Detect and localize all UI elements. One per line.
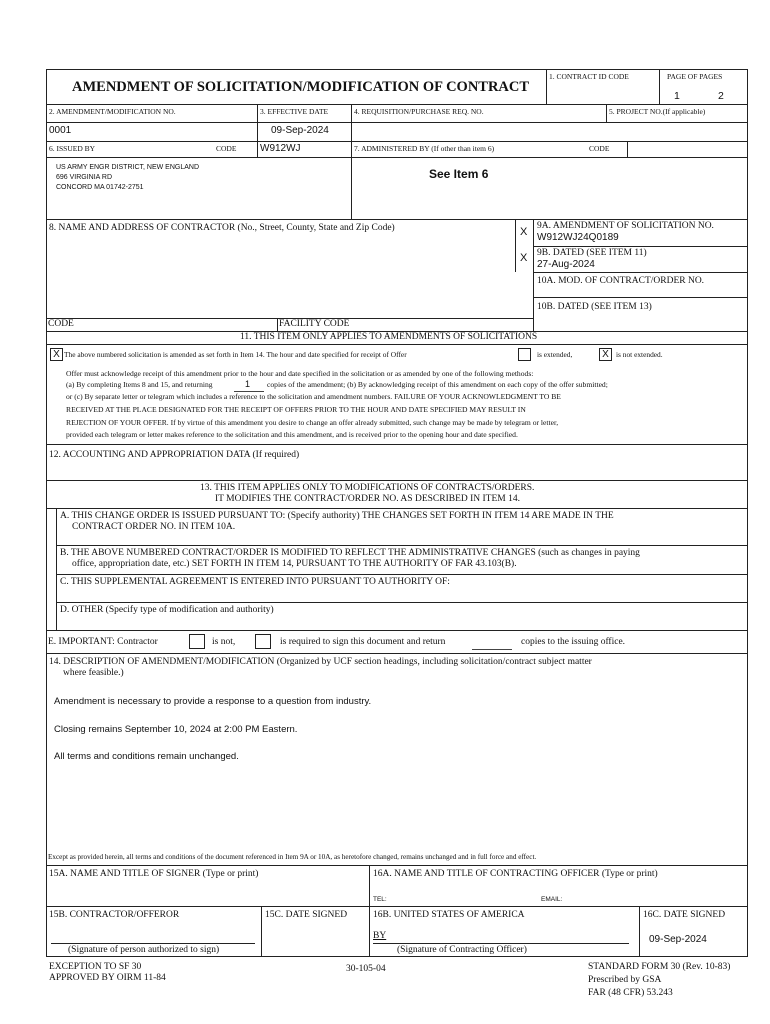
item-11-header: 11. THIS ITEM ONLY APPLIES TO AMENDMENTS OF SOLICITATIONS (240, 332, 538, 342)
contractor-signature-caption: (Signature of person authorized to sign) (68, 945, 220, 955)
item-10a-label: 10A. MOD. OF CONTRACT/ORDER NO. (537, 276, 705, 286)
issuer-address-line1: US ARMY ENGR DISTRICT, NEW ENGLAND (56, 164, 200, 171)
approved-text: APPROVED BY OIRM 11-84 (49, 973, 166, 983)
extended-checkbox[interactable] (518, 348, 531, 361)
effective-date: 09-Sep-2024 (271, 125, 329, 136)
item-9b-label: 9B. DATED (SEE ITEM 11) (537, 248, 647, 258)
item-9b-value: 27-Aug-2024 (537, 259, 595, 270)
is-not-extended-label: is not extended. (616, 350, 663, 359)
not-extended-checkbox[interactable]: X (599, 348, 612, 361)
issued-by-code-box (257, 141, 351, 157)
far-text: FAR (48 CFR) 53.243 (588, 988, 673, 998)
item-16a-label: 16A. NAME AND TITLE OF CONTRACTING OFFICER (Type or print) (373, 869, 658, 879)
contracting-officer-signature-line[interactable] (373, 943, 629, 944)
administered-by-see-item: See Item 6 (429, 167, 489, 181)
item-14-label-line1: 14. DESCRIPTION OF AMENDMENT/MODIFICATION (Organized by UCF section headings, including solicitation/contract subject matter (49, 657, 592, 667)
item-13b-line2: office, appropriation date, etc.) SET FORTH IN ITEM 14, PURSUANT TO THE AUTHORITY OF FAR 43.103(B). (72, 559, 517, 569)
is-required-label: is required to sign this document and return (280, 637, 446, 647)
issued-by-code-label: CODE (216, 144, 237, 153)
is-not-checkbox[interactable] (189, 634, 205, 649)
requisition-no-label: 4. REQUISITION/PURCHASE REQ. NO. (354, 107, 484, 116)
contract-id-code-label: 1. CONTRACT ID CODE (549, 72, 629, 81)
item-15a-label: 15A. NAME AND TITLE OF SIGNER (Type or print) (49, 869, 259, 879)
form-title: AMENDMENT OF SOLICITATION/MODIFICATION OF CONTRACT (72, 79, 530, 95)
item-9b-check[interactable]: X (520, 252, 528, 264)
exception-text: EXCEPTION TO SF 30 (49, 962, 142, 972)
facility-code-label: FACILITY CODE (279, 319, 350, 329)
item-13-header-line1: 13. THIS ITEM APPLIES ONLY TO MODIFICATIONS OF CONTRACTS/ORDERS. (200, 483, 535, 493)
item-14-label-line2: where feasible.) (63, 668, 124, 678)
description-paragraph-2: Closing remains September 10, 2024 at 2:00 PM Eastern. (54, 724, 298, 735)
issued-by-label: 6. ISSUED BY (49, 144, 96, 153)
total-pages: 2 (718, 90, 724, 102)
contractor-name-address-label: 8. NAME AND ADDRESS OF CONTRACTOR (No., Street, County, State and Zip Code) (49, 223, 395, 233)
item-16b-label: 16B. UNITED STATES OF AMERICA (373, 910, 525, 920)
copies-to-issuing-office: copies to the issuing office. (521, 637, 626, 647)
description-paragraph-3: All terms and conditions remain unchanged. (54, 751, 239, 762)
item-13-header-line2: IT MODIFIES THE CONTRACT/ORDER NO. AS DESCRIBED IN ITEM 14. (215, 494, 520, 504)
page-of-pages-label: PAGE OF PAGES (667, 72, 723, 81)
page-number: 1 (674, 90, 680, 102)
is-not-label: is not, (212, 637, 236, 647)
officer-signature-caption: (Signature of Contracting Officer) (397, 945, 527, 955)
item-11-line2a: (a) By completing Items 8 and 15, and returning (66, 380, 213, 389)
item-12-label: 12. ACCOUNTING AND APPROPRIATION DATA (If required) (49, 450, 300, 460)
item-16c-label: 16C. DATE SIGNED (643, 910, 726, 920)
amendment-no-label: 2. AMENDMENT/MODIFICATION NO. (49, 107, 176, 116)
standard-form-text: STANDARD FORM 30 (Rev. 10-83) (588, 962, 731, 972)
contractor-signature-line[interactable] (51, 943, 255, 944)
by-label: BY (373, 931, 387, 941)
item-13c: C. THIS SUPPLEMENTAL AGREEMENT IS ENTERED INTO PURSUANT TO AUTHORITY OF: (60, 577, 450, 587)
copies-count[interactable]: 1 (245, 379, 251, 389)
item-11-line4: RECEIVED AT THE PLACE DESIGNATED FOR THE RECEIPT OF OFFERS PRIOR TO THE HOUR AND DATE SPECIFIED MAY RESULT IN (66, 405, 526, 414)
item-15b-label: 15B. CONTRACTOR/OFFEROR (49, 910, 180, 920)
item-11-line1: Offer must acknowledge receipt of this amendment prior to the hour and date specified in the solicitation or as amended by one of the following methods: (66, 369, 534, 378)
amended-checkbox[interactable]: X (50, 348, 63, 361)
item-13a-line2: CONTRACT ORDER NO. IN ITEM 10A. (72, 522, 236, 532)
item-14-footer-text: Except as provided herein, all terms and conditions of the document referenced in Item 9A or 10A, as heretofore changed, remains unchanged and in full force and effect. (48, 853, 537, 861)
issuer-address-line3: CONCORD MA 01742-2751 (56, 184, 144, 191)
is-required-checkbox[interactable] (255, 634, 271, 649)
form-number: 30-105-04 (346, 964, 386, 974)
effective-date-label: 3. EFFECTIVE DATE (260, 107, 329, 116)
item-11-line2b: copies of the amendment; (b) By acknowledging receipt of this amendment on each copy of the offer submitted; (267, 380, 608, 389)
item-13a-line1: A. THIS CHANGE ORDER IS ISSUED PURSUANT TO: (Specify authority) THE CHANGES SET FORTH IN ITEM 14 ARE MADE IN THE (60, 511, 614, 521)
item-11-line5: REJECTION OF YOUR OFFER. If by virtue of this amendment you desire to change an offer already submitted, such change may be made by telegram or letter, (66, 418, 559, 427)
project-no-label: 5. PROJECT NO.(If applicable) (609, 107, 706, 116)
item-10b-label: 10B. DATED (SEE ITEM 13) (537, 302, 652, 312)
issued-by-code: W912WJ (260, 143, 301, 154)
contractor-code-label: CODE (48, 319, 74, 329)
item-9a-value: W912WJ24Q0189 (537, 232, 619, 243)
item-9a-check[interactable]: X (520, 226, 528, 238)
description-paragraph-1: Amendment is necessary to provide a response to a question from industry. (54, 696, 372, 707)
copies-return-field[interactable] (472, 649, 512, 650)
email-label: EMAIL: (541, 896, 563, 903)
important-label: E. IMPORTANT: Contractor (48, 637, 158, 647)
item-13d: D. OTHER (Specify type of modification and authority) (60, 605, 274, 615)
administered-by-label: 7. ADMINISTERED BY (If other than item 6) (354, 144, 495, 153)
item-13b-line1: B. THE ABOVE NUMBERED CONTRACT/ORDER IS MODIFIED TO REFLECT THE ADMINISTRATIVE CHANGES (such as changes in paying (60, 548, 640, 558)
item-9a-label: 9A. AMENDMENT OF SOLICITATION NO. (537, 221, 714, 231)
date-signed-16c: 09-Sep-2024 (649, 934, 707, 945)
tel-label: TEL: (373, 896, 387, 903)
prescribed-text: Prescribed by GSA (588, 975, 662, 985)
item-11-line3: or (c) By separate letter or telegram which includes a reference to the solicitation and amendment numbers. FAILURE OF YOUR ACKNOWLEDGMENT TO BE (66, 392, 561, 401)
amendment-no: 0001 (49, 125, 72, 136)
item-15c-label: 15C. DATE SIGNED (265, 910, 348, 920)
administered-by-code-label: CODE (589, 144, 610, 153)
issuer-address-line2: 696 VIRGINIA RD (56, 174, 113, 181)
is-extended-label: is extended, (537, 350, 573, 359)
amended-text: The above numbered solicitation is amended as set forth in Item 14. The hour and date specified for receipt of Offer (64, 350, 407, 359)
item-11-line6: provided each telegram or letter makes reference to the solicitation and this amendment, and is received prior to the opening hour and date specified. (66, 430, 518, 439)
